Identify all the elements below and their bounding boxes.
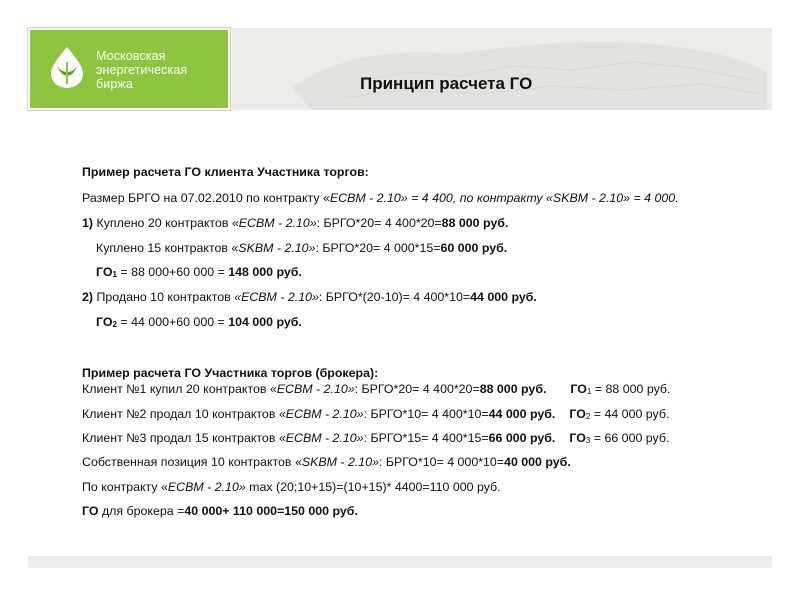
item-number: 1) xyxy=(82,216,94,230)
go-label: ГО xyxy=(569,431,586,445)
line-text: Клиент №1 купил 20 контрактов « xyxy=(82,382,277,396)
go-label: ГО xyxy=(96,265,113,279)
go-subscript: 1 xyxy=(586,387,592,396)
broker-total xyxy=(82,503,358,519)
go-value: = 88 000 руб. xyxy=(591,382,671,396)
calc-result: 40 000 руб. xyxy=(504,455,571,469)
line-text: для брокера = xyxy=(98,504,185,518)
calc-text: = 88 000+60 000 = xyxy=(116,265,229,279)
calc-result: 44 000 руб. xyxy=(470,290,537,304)
go-subscript: 2 xyxy=(112,320,117,329)
broker-per-contract xyxy=(82,479,501,495)
go1-line xyxy=(96,264,302,280)
calc-result: 88 000 руб. xyxy=(441,216,509,230)
calc-text: : БРГО*10= 4 000*10= xyxy=(378,455,505,469)
calc-text: : БРГО*15= 4 400*15= xyxy=(363,431,489,445)
calc-text: : БРГО*20= 4 400*20= xyxy=(316,216,442,230)
calc-result: 44 000 руб. xyxy=(488,407,556,421)
go2-line xyxy=(96,314,302,330)
contract-name: «ЕСВМ - 2.10» xyxy=(234,290,319,304)
calc-text: max (20;10+15)=(10+15)* 4400=110 000 руб. xyxy=(245,480,501,494)
go-subscript: 1 xyxy=(112,270,117,279)
broker-client-3 xyxy=(82,430,669,446)
footer-band xyxy=(28,556,772,568)
broker-client-2 xyxy=(82,406,669,422)
line-text: По контракту « xyxy=(82,480,168,494)
calc-result: 104 000 руб. xyxy=(228,315,302,329)
company-logo xyxy=(28,28,230,110)
contract-name: SKBM - 2.10» xyxy=(301,455,379,469)
calc-text: : БРГО*20= 4 400*20= xyxy=(354,382,480,396)
go-label: ГО xyxy=(96,315,113,329)
calc-text: : БРГО*10= 4 400*10= xyxy=(363,407,489,421)
calc-result: 66 000 руб. xyxy=(488,431,556,445)
line-text: Продано 10 контрактов xyxy=(93,290,235,304)
contract-name: ЕСВМ - 2.10» xyxy=(276,382,355,396)
line-text: Куплено 15 контрактов « xyxy=(96,241,239,255)
go-label: ГО xyxy=(570,382,587,396)
line-text: Собственная позиция 10 контрактов « xyxy=(82,455,302,469)
calc-text: = 44 000+60 000 = xyxy=(116,315,229,329)
calc-result: 88 000 руб. xyxy=(479,382,547,396)
contract-name: SKBM - 2.10» xyxy=(238,241,316,255)
contract-name: ЕСВМ - 2.10» xyxy=(285,431,364,445)
leaf-drop-logo-icon xyxy=(46,44,88,90)
brgo-values: ЕСВМ - 2.10» = 4 400, по контракту «SKBM - 2.10» = 4 000. xyxy=(329,191,679,205)
contract-name: ЕСВМ - 2.10» xyxy=(238,216,317,230)
broker-client-1 xyxy=(82,381,670,397)
calc-result: 60 000 руб. xyxy=(440,241,508,255)
go-label: ГО xyxy=(82,504,99,518)
logo-line-2: энергетическая xyxy=(96,63,188,77)
go-subscript: 3 xyxy=(585,436,591,445)
client-line-3 xyxy=(82,289,537,305)
item-number: 2) xyxy=(82,290,94,304)
line-text: Клиент №3 продал 15 контрактов « xyxy=(82,431,286,445)
brgo-prefix: Размер БРГО на 07.02.2010 по контракту « xyxy=(82,191,330,205)
logo-line-1: Московская xyxy=(96,49,166,63)
go-label: ГО xyxy=(569,407,586,421)
line-text: Клиент №2 продал 10 контрактов « xyxy=(82,407,286,421)
line-text: Куплено 20 контрактов « xyxy=(93,216,239,230)
client-line-2 xyxy=(96,240,507,256)
contract-name: ЕСВМ - 2.10» xyxy=(285,407,364,421)
logo-line-3: биржа xyxy=(96,77,133,91)
calc-text: : БРГО*(20-10)= 4 400*10= xyxy=(318,290,471,304)
client-line-1 xyxy=(82,215,508,231)
go-value: = 66 000 руб. xyxy=(590,431,670,445)
page-title: Принцип расчета ГО xyxy=(360,74,533,93)
logo-wordmark xyxy=(96,49,187,91)
brgo-line xyxy=(82,190,679,206)
client-example-heading: Пример расчета ГО клиента Участника торгов: xyxy=(82,165,369,179)
calc-result: 148 000 руб. xyxy=(228,265,302,279)
broker-example-heading: Пример расчета ГО Участника торгов (брокера): xyxy=(82,366,379,380)
russia-map-watermark-icon xyxy=(252,28,772,110)
broker-own-position xyxy=(82,454,571,470)
calc-text: : БРГО*20= 4 000*15= xyxy=(315,241,441,255)
go-subscript: 2 xyxy=(585,412,591,421)
calc-result: 40 000+ 110 000=150 000 руб. xyxy=(184,504,358,518)
contract-name: ЕСВМ - 2.10» xyxy=(167,480,246,494)
go-value: = 44 000 руб. xyxy=(590,407,670,421)
